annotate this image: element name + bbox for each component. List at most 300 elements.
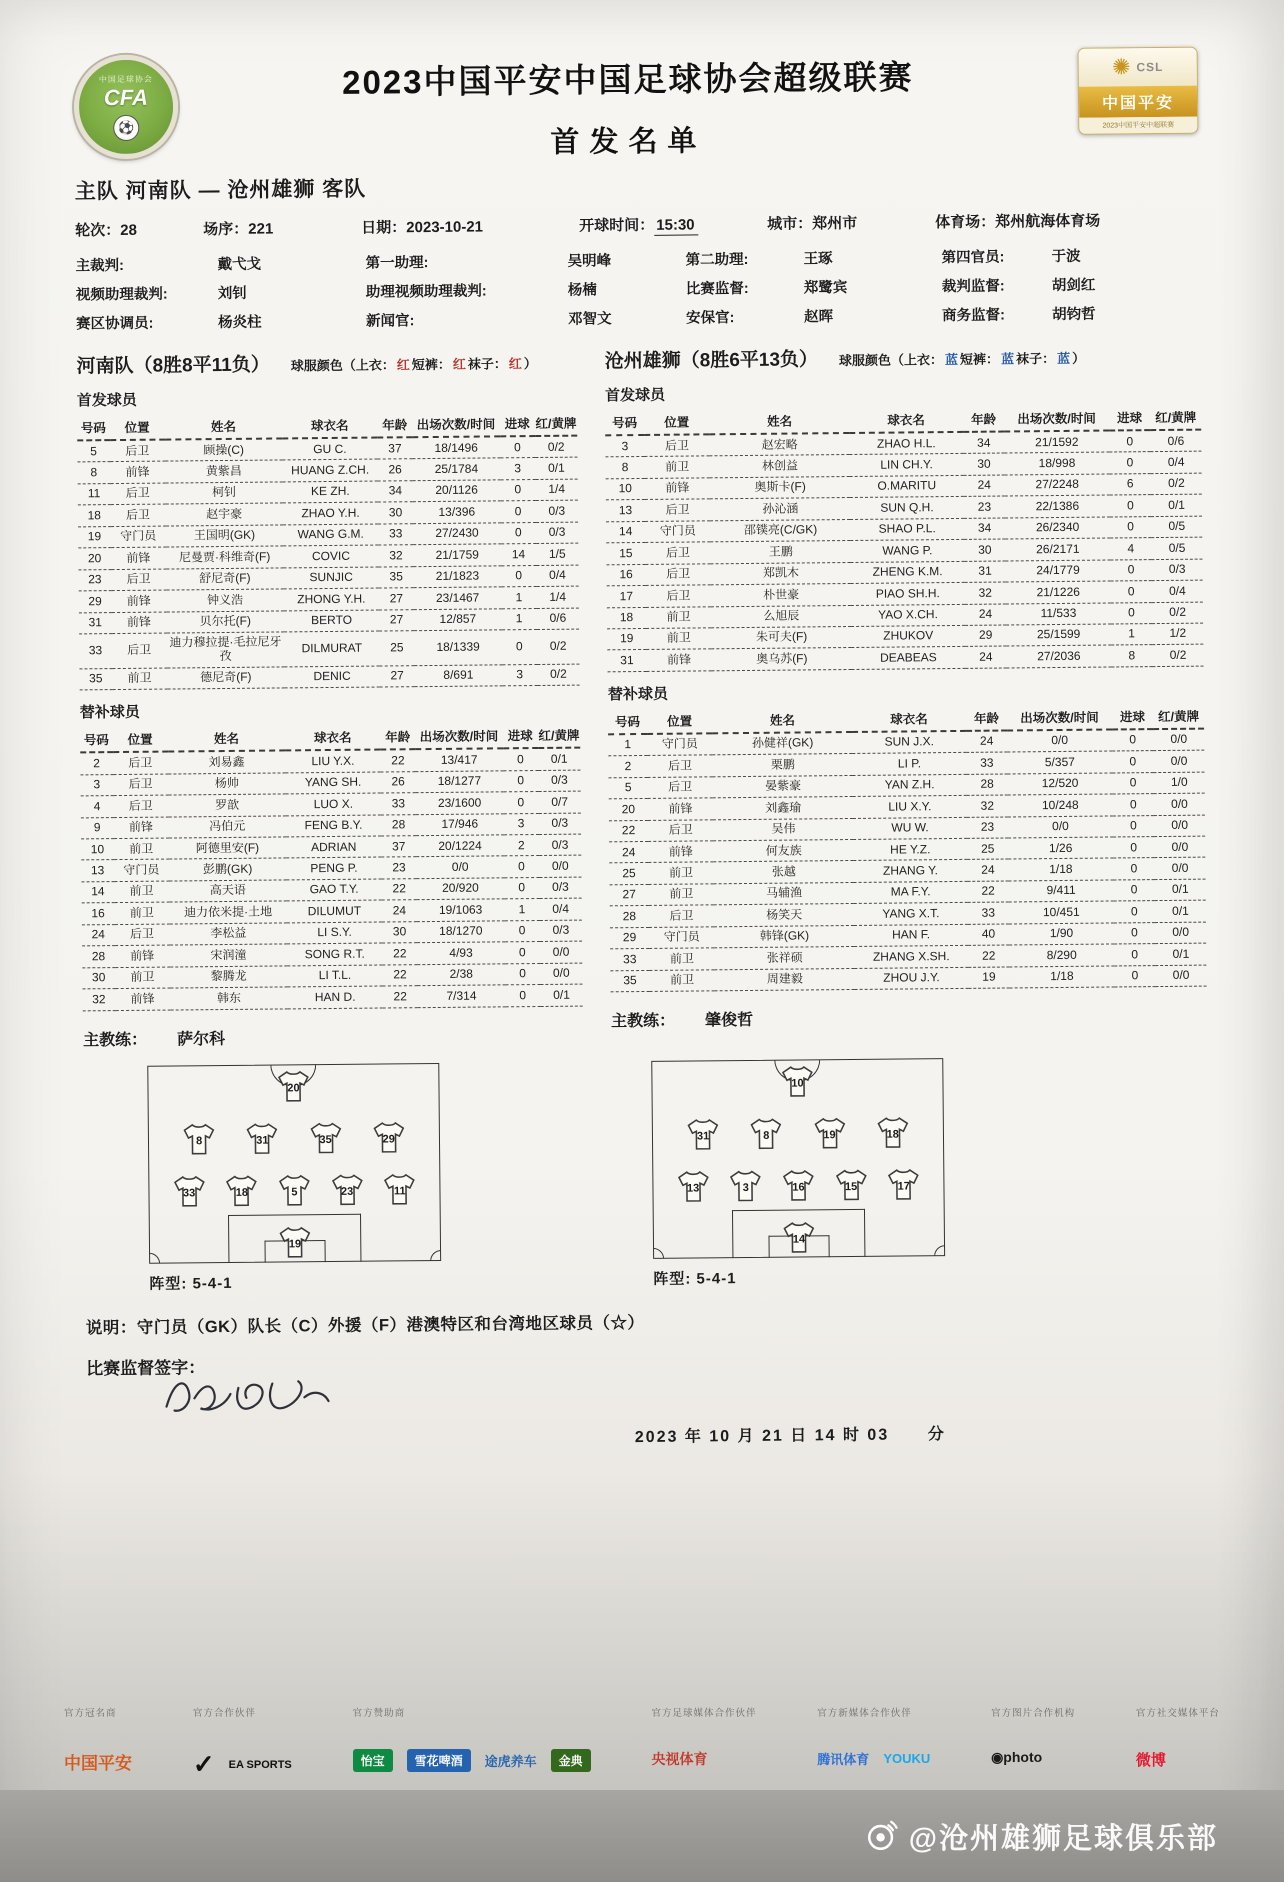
player-goals: 0 <box>1109 430 1151 452</box>
jersey-number: 14 <box>792 1232 806 1246</box>
player-no: 15 <box>606 543 645 565</box>
player-goals: 0 <box>503 770 538 792</box>
player-goals: 0 <box>503 792 538 814</box>
player-apps: 13/396 <box>413 501 501 523</box>
player-no: 35 <box>611 970 650 992</box>
player-name: 马辅渔 <box>714 882 854 905</box>
jersey-number: 35 <box>319 1133 332 1146</box>
player-apps: 23/1467 <box>414 587 502 609</box>
player-name: 阿德里安(F) <box>169 837 287 860</box>
player-no: 13 <box>81 860 114 882</box>
official-role-label: 裁判监督: <box>941 278 1005 296</box>
player-goals: 0 <box>1112 729 1154 751</box>
column-header: 号码 <box>608 709 647 734</box>
player-no: 29 <box>610 927 649 949</box>
player-cards: 0/0 <box>1156 965 1207 987</box>
weibo-icon <box>865 1819 899 1853</box>
player-jersey: SUN J.X. <box>853 731 966 754</box>
player-jersey <box>780 1220 818 1254</box>
player-name: 邵镤亮(C/GK) <box>710 519 850 542</box>
player-apps: 27/2036 <box>1007 645 1111 667</box>
player-jersey <box>778 1064 816 1098</box>
player-pos: 前卫 <box>646 628 712 650</box>
csl-badge-sponsor: 中国平安 <box>1079 86 1197 118</box>
player-name: 高天语 <box>169 880 287 903</box>
sponsor-logo: 金典 <box>551 1749 591 1772</box>
player-age: 24 <box>963 475 1005 497</box>
player-no: 10 <box>606 478 645 500</box>
player-no: 14 <box>81 881 114 903</box>
player-goals: 0 <box>1113 858 1155 880</box>
csl-badge <box>1078 47 1199 135</box>
player-name: 柯钊 <box>165 482 283 505</box>
player-pos: 前锋 <box>645 478 711 500</box>
player-no: 31 <box>607 650 646 672</box>
player-cards: 0/1 <box>540 984 583 1006</box>
player-goals: 0 <box>500 501 535 523</box>
sponsor-category-label: 官方冠名商 <box>64 1708 117 1719</box>
player-goals: 3 <box>503 813 538 835</box>
player-pos: 后卫 <box>114 924 169 946</box>
player-apps: 10/248 <box>1008 794 1112 816</box>
player-apps: 12/857 <box>414 608 502 630</box>
player-no: 22 <box>609 820 648 842</box>
column-header: 球衣名 <box>282 413 377 439</box>
player-goals: 1 <box>1111 624 1153 646</box>
jersey-number: 16 <box>792 1180 805 1194</box>
formation-row <box>156 1224 434 1261</box>
player-no: 3 <box>80 774 113 796</box>
home-team-name: 河南队（8胜8平11负） <box>76 354 270 378</box>
player-age: 40 <box>968 924 1010 946</box>
jersey-number: 17 <box>897 1179 910 1193</box>
column-header: 出场次数/时间 <box>412 411 500 437</box>
player-cards: 1/2 <box>1152 623 1203 645</box>
column-header: 号码 <box>77 415 110 440</box>
header <box>73 31 1198 166</box>
player-jersey: GAO T.Y. <box>287 879 382 901</box>
player-apps: 25/1784 <box>413 458 501 480</box>
player-apps: 18/1277 <box>416 771 504 793</box>
home-team-header <box>76 347 576 379</box>
official-name: 邓智文 <box>568 311 612 328</box>
player-apps: 21/1759 <box>413 544 501 566</box>
player-name: 吴伟 <box>713 818 853 841</box>
player-name: 钟义浩 <box>166 589 284 612</box>
player-age: 23 <box>963 496 1005 518</box>
player-pos: 前卫 <box>649 969 715 991</box>
player-apps: 11/533 <box>1006 602 1110 624</box>
player-pos: 后卫 <box>113 774 168 796</box>
player-no: 32 <box>83 989 116 1011</box>
match-order: 场序：221 <box>203 220 274 239</box>
player-jersey <box>328 1172 366 1206</box>
player-goals: 6 <box>1109 473 1151 495</box>
sheet-title: 首发名单 <box>550 125 707 159</box>
player-age: 30 <box>964 539 1006 561</box>
football-icon: ⚽ <box>113 114 139 140</box>
player-age: 33 <box>966 752 1008 774</box>
player-jersey: ZHENG K.M. <box>851 561 964 584</box>
player-cards: 1/4 <box>536 586 579 608</box>
player-cards: 0/0 <box>1153 728 1204 750</box>
player-no: 31 <box>79 612 112 634</box>
player-pos: 后卫 <box>112 633 167 668</box>
column-header: 号码 <box>605 410 644 435</box>
player-age: 24 <box>966 730 1008 752</box>
player-apps: 0/0 <box>1007 729 1111 752</box>
sponsor-category-label: 官方社交媒体平台 <box>1135 1708 1220 1719</box>
column-header: 进球 <box>1109 405 1151 430</box>
player-name: 黄紫昌 <box>165 460 283 483</box>
player-pos: 前锋 <box>115 988 170 1010</box>
away-formation-block <box>651 1058 945 1289</box>
player-apps: 0/0 <box>416 856 504 878</box>
player-age: 27 <box>379 588 414 610</box>
player-no: 1 <box>608 734 647 756</box>
sponsor-category-label: 官方新媒体合作伙伴 <box>817 1708 912 1719</box>
column-header: 红/黄牌 <box>538 723 581 748</box>
csl-badge-acronym: CSL <box>1136 59 1164 75</box>
player-pos: 后卫 <box>649 905 715 927</box>
player-no: 14 <box>606 521 645 543</box>
player-apps: 2/38 <box>417 963 505 985</box>
player-goals: 0 <box>504 856 539 878</box>
player-row <box>79 664 579 690</box>
player-cards: 0/0 <box>1154 793 1205 815</box>
player-name: 彭鹏(GK) <box>169 858 287 881</box>
player-jersey: COVIC <box>283 545 378 567</box>
column-header: 年龄 <box>963 407 1005 432</box>
player-jersey: WANG G.M. <box>283 524 378 546</box>
formation-row <box>154 1068 432 1105</box>
player-pos: 后卫 <box>645 542 711 564</box>
player-pos: 前卫 <box>648 862 714 884</box>
player-jersey <box>674 1169 712 1203</box>
player-age: 24 <box>965 646 1007 668</box>
sponsor-group <box>353 1705 591 1772</box>
player-pos: 前锋 <box>648 798 714 820</box>
player-age: 33 <box>378 523 413 545</box>
player-apps: 19/1063 <box>417 899 505 921</box>
player-apps: 17/946 <box>416 813 504 835</box>
sponsor-logos <box>193 1749 292 1780</box>
player-pos: 守门员 <box>647 733 713 756</box>
player-jersey <box>684 1117 722 1151</box>
csl-badge-emblem <box>1079 48 1197 87</box>
formation-row <box>659 1167 937 1204</box>
player-age: 28 <box>381 814 416 836</box>
player-goals: 0 <box>502 629 537 664</box>
player-name: 晏紫豪 <box>713 775 853 798</box>
competition-title: 2023中国平安中国足球协会超级联赛 <box>341 58 914 101</box>
cfa-logo <box>74 54 179 159</box>
sponsor-logos <box>991 1749 1042 1766</box>
home-coach-name: 萨尔科 <box>176 1030 226 1048</box>
player-cards: 0/5 <box>1152 537 1203 559</box>
official-name: 郑鹭宾 <box>803 280 848 297</box>
player-no: 20 <box>609 799 648 821</box>
player-pos: 后卫 <box>110 483 165 505</box>
jersey-number: 31 <box>256 1134 269 1147</box>
player-name: 周建毅 <box>715 968 855 991</box>
sponsor-logo: ✓ <box>192 1749 215 1779</box>
player-apps: 22/1386 <box>1005 495 1109 517</box>
player-name: 杨帅 <box>168 773 286 796</box>
formation-row <box>658 1063 936 1100</box>
player-cards: 0/3 <box>535 500 578 522</box>
player-age: 30 <box>382 921 417 943</box>
column-header: 姓名 <box>165 413 283 439</box>
round: 轮次：28 <box>75 221 138 240</box>
player-jersey: PENG P. <box>286 857 381 879</box>
player-cards: 0/6 <box>536 608 579 630</box>
player-name: 杨笑天 <box>714 904 854 927</box>
player-jersey: ZHAO Y.H. <box>283 502 378 524</box>
column-header: 位置 <box>113 727 168 753</box>
official-name: 刘钊 <box>217 285 247 303</box>
player-goals: 0 <box>1114 922 1156 944</box>
player-cards: 0/3 <box>539 877 582 899</box>
player-no: 5 <box>77 440 110 462</box>
player-jersey <box>874 1115 912 1149</box>
player-name: 孙健祥(GK) <box>713 732 853 755</box>
player-goals: 0 <box>1110 559 1152 581</box>
player-jersey <box>810 1116 848 1150</box>
signed-datetime: 2023 年 10 月 21 日 14 时 03 分 <box>634 1425 946 1446</box>
player-no: 10 <box>81 839 114 861</box>
sponsor-group <box>64 1705 132 1774</box>
player-no: 19 <box>78 526 111 548</box>
official-role-label: 第四官员: <box>941 249 1005 267</box>
player-jersey: LI P. <box>853 753 966 776</box>
player-no: 18 <box>607 607 646 629</box>
player-age: 26 <box>378 459 413 481</box>
player-apps: 12/520 <box>1008 773 1112 795</box>
player-row <box>79 629 579 669</box>
player-cards: 0/0 <box>539 856 582 878</box>
player-jersey: HAN D. <box>288 986 383 1008</box>
player-cards: 0/1 <box>1155 943 1206 965</box>
player-pos: 守门员 <box>645 521 711 543</box>
jersey-number: 10 <box>791 1076 804 1090</box>
match-date: 日期：2023-10-21 <box>361 218 484 237</box>
matchup-line: 主队 河南队 — 沧州雄狮 客队 <box>74 177 367 204</box>
player-pos: 后卫 <box>646 585 712 607</box>
player-age: 33 <box>381 793 416 815</box>
player-apps: 8/691 <box>415 665 503 687</box>
player-apps: 1/26 <box>1008 837 1112 859</box>
player-age: 34 <box>378 481 413 503</box>
player-name: 朴世豪 <box>711 584 851 607</box>
official-name: 吴明峰 <box>567 253 612 270</box>
player-cards: 0/4 <box>1151 452 1202 474</box>
player-cards: 0/2 <box>537 664 580 686</box>
player-age: 32 <box>964 582 1006 604</box>
player-pos: 前锋 <box>648 841 714 863</box>
player-row <box>83 984 583 1010</box>
away-formation-pitch <box>651 1058 945 1259</box>
player-jersey: BERTO <box>284 610 379 632</box>
player-cards: 0/1 <box>538 748 581 770</box>
player-age: 27 <box>380 665 415 687</box>
player-jersey: KE ZH. <box>283 481 378 503</box>
sponsor-logo: 腾讯体育 <box>817 1752 870 1767</box>
player-jersey: WU W. <box>853 817 966 840</box>
player-apps: 21/1226 <box>1006 581 1110 603</box>
player-pos: 前锋 <box>111 547 166 569</box>
legend-note: 说明：守门员（GK）队长（C）外援（F）港澳特区和台湾地区球员（☆） <box>85 1313 645 1337</box>
player-cards: 1/4 <box>535 479 578 501</box>
player-no: 33 <box>79 634 112 669</box>
player-jersey: YAO X.CH. <box>851 604 964 627</box>
player-cards: 0/7 <box>538 791 581 813</box>
player-cards: 0/2 <box>537 629 580 664</box>
player-no: 25 <box>610 863 649 885</box>
player-goals: 0 <box>1114 944 1156 966</box>
player-jersey: HE Y.Z. <box>854 838 967 861</box>
player-cards: 0/5 <box>1151 516 1202 538</box>
away-team-header <box>605 341 1201 374</box>
sponsor-category-label: 官方图片合作机构 <box>991 1708 1076 1719</box>
player-pos: 守门员 <box>114 859 169 881</box>
player-pos: 前卫 <box>648 884 714 906</box>
sponsor-strip <box>0 1705 1284 1780</box>
player-cards: 0/0 <box>540 963 583 985</box>
away-team-panel <box>605 341 1208 1045</box>
player-age: 35 <box>379 566 414 588</box>
player-name: 王鹏 <box>711 541 851 564</box>
player-cards: 0/6 <box>1151 430 1202 452</box>
player-name: 何友族 <box>714 839 854 862</box>
sponsor-logos <box>353 1749 591 1772</box>
player-jersey: LIN CH.Y. <box>850 454 963 477</box>
sponsor-logos <box>64 1749 132 1774</box>
player-age: 22 <box>380 749 415 771</box>
away-formation-label: 阵型: 5-4-1 <box>653 1269 737 1288</box>
player-apps: 26/2340 <box>1005 517 1109 539</box>
watermark <box>865 1816 1218 1857</box>
sponsor-logos <box>651 1749 707 1769</box>
sponsor-logo: 中国平安 <box>64 1754 132 1773</box>
player-cards: 0/3 <box>539 834 582 856</box>
player-no: 28 <box>610 906 649 928</box>
player-cards: 1/5 <box>536 543 579 565</box>
player-cards: 0/1 <box>1155 900 1206 922</box>
column-header: 姓名 <box>168 726 286 752</box>
player-goals: 0 <box>1113 815 1155 837</box>
jersey-number: 8 <box>763 1129 770 1142</box>
player-name: 刘易鑫 <box>168 751 286 774</box>
player-pos: 前卫 <box>114 838 169 860</box>
player-jersey: O.MARITU <box>850 475 963 498</box>
player-cards: 0/2 <box>535 436 578 458</box>
player-pos: 前锋 <box>113 817 168 839</box>
player-jersey: DILUMUT <box>287 900 382 922</box>
player-pos: 前锋 <box>110 462 165 484</box>
match-info-row <box>75 209 1199 241</box>
player-jersey <box>180 1122 218 1156</box>
player-name: 奥斯卡(F) <box>710 476 850 499</box>
jersey-number: 11 <box>393 1184 406 1197</box>
column-header: 红/黄牌 <box>535 411 578 436</box>
watermark-text: @沧州雄狮足球俱乐部 <box>908 1822 1218 1855</box>
player-jersey <box>276 1225 314 1259</box>
sponsor-logo: 雪花啤酒 <box>407 1749 471 1772</box>
formation-diagrams <box>83 1055 1209 1294</box>
player-no: 27 <box>610 884 649 906</box>
player-age: 31 <box>964 561 1006 583</box>
player-apps: 27/2248 <box>1005 474 1109 496</box>
column-header: 出场次数/时间 <box>415 724 503 750</box>
home-formation-pitch <box>147 1062 441 1263</box>
player-age: 22 <box>968 945 1010 967</box>
player-goals: 0 <box>1113 879 1155 901</box>
column-header: 进球 <box>503 723 538 748</box>
sponsor-group <box>1136 1705 1220 1770</box>
sponsor-logo: 微博 <box>1135 1752 1166 1769</box>
player-name: 宋润潼 <box>170 944 288 967</box>
player-no: 4 <box>81 796 114 818</box>
player-age: 33 <box>967 902 1009 924</box>
player-age: 30 <box>963 453 1005 475</box>
official-role-label: 主裁判: <box>75 257 125 275</box>
player-cards: 0/1 <box>1155 879 1206 901</box>
player-no: 9 <box>81 817 114 839</box>
column-header: 出场次数/时间 <box>1004 406 1109 432</box>
player-pos: 后卫 <box>647 777 713 799</box>
player-pos: 后卫 <box>113 795 168 817</box>
player-jersey <box>306 1120 344 1154</box>
player-pos: 前卫 <box>114 881 169 903</box>
player-name: 贝尔托(F) <box>166 610 284 633</box>
official-role-label: 第二助理: <box>685 251 749 269</box>
player-jersey: ZHANG Y. <box>854 860 967 883</box>
jersey-number: 18 <box>886 1128 899 1141</box>
player-row <box>611 965 1207 992</box>
player-name: 张越 <box>714 861 854 884</box>
player-apps: 26/2171 <box>1006 538 1110 560</box>
away-team-name: 沧州雄狮（8胜6平13负） <box>604 349 819 373</box>
player-name: 朱可夫(F) <box>712 626 852 649</box>
home-subs-table <box>80 723 583 1011</box>
player-goals: 8 <box>1111 645 1153 667</box>
player-cards: 0/4 <box>1152 580 1203 602</box>
player-goals: 4 <box>1110 538 1152 560</box>
player-jersey: FENG B.Y. <box>286 815 381 837</box>
player-goals: 1 <box>504 899 539 921</box>
cfa-logo-top-text: 中国足球协会 <box>98 74 153 84</box>
player-jersey: WANG P. <box>851 540 964 563</box>
player-jersey: YANG X.T. <box>854 903 967 926</box>
player-age: 29 <box>965 625 1007 647</box>
player-name: 刘鑫瑜 <box>713 797 853 820</box>
jersey-number: 15 <box>844 1180 858 1193</box>
player-pos: 后卫 <box>644 434 710 457</box>
player-no: 33 <box>610 949 649 971</box>
sponsor-group <box>817 1705 930 1768</box>
player-jersey: LI S.Y. <box>287 922 382 944</box>
jersey-number: 5 <box>291 1185 298 1198</box>
title-block <box>177 32 1078 165</box>
team-panels <box>76 341 1207 1050</box>
column-header: 位置 <box>647 708 713 734</box>
player-goals: 0 <box>1110 602 1152 624</box>
player-cards: 0/0 <box>1154 750 1205 772</box>
player-apps: 1/18 <box>1010 966 1114 988</box>
player-pos: 前卫 <box>649 948 715 970</box>
player-jersey: LI T.L. <box>287 965 382 987</box>
